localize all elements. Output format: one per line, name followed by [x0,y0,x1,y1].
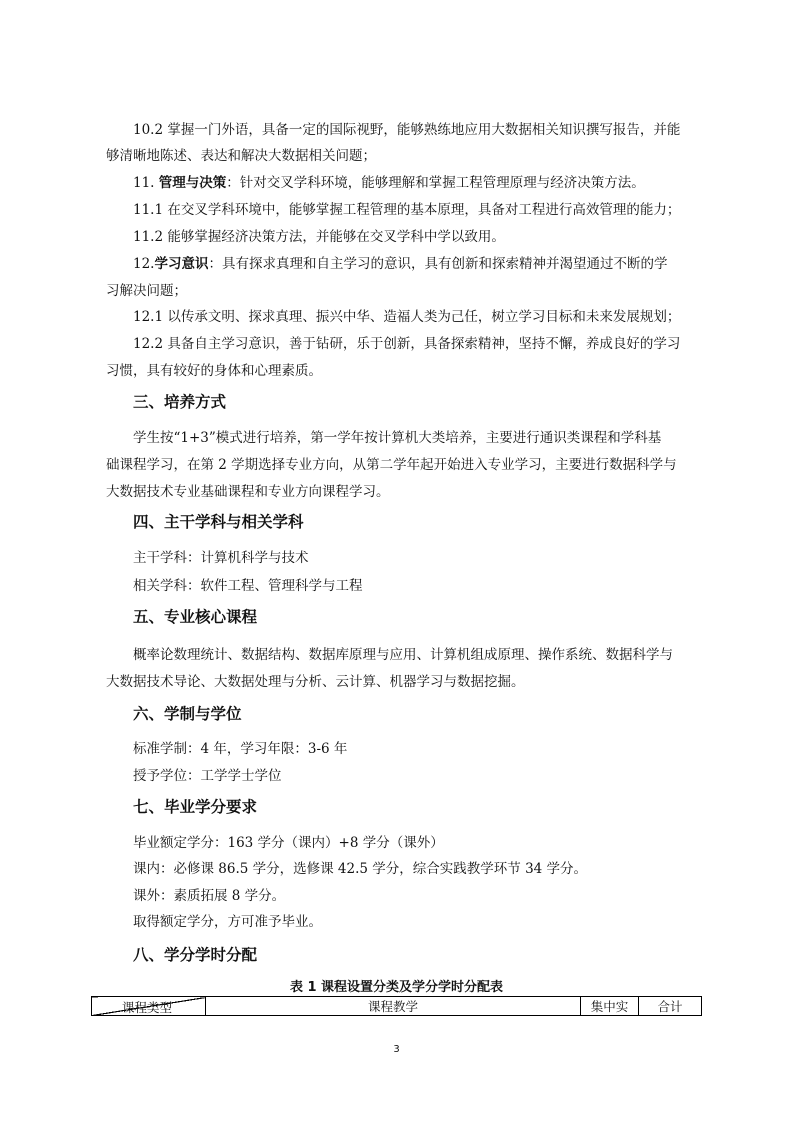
section-5-heading: 五、专业核心课程 [133,608,258,626]
req-12 [133,254,667,274]
header-course-type [92,997,206,1016]
table-caption: 表 1 课程设置分类及学分学时分配表 [289,980,504,995]
req-12-line2: 习解决问题； [106,283,187,299]
req-11-title: 管理与决策 [158,175,227,191]
req-11-2: 11.2 能够掌握经济决策方法，并能够在交叉学科中学以致用。 [133,229,505,245]
core-courses-line2: 大数据技术导论、大数据处理与分析、云计算、机器学习与数据挖掘。 [106,674,525,690]
section-3-para-line1: 学生按“1+3”模式进行培养，第一学年按计算机大类培养，主要进行通识类课程和学科基 [133,430,662,446]
req-12-number: 12. [133,256,155,272]
req-12-2-line2: 习惯，具有较好的身体和心理素质。 [106,363,322,379]
study-duration: 标准学制：4 年，学习年限：3-6 年 [133,741,348,757]
req-10-2-line2: 够清晰地陈述、表达和解决大数据相关问题； [106,148,376,164]
req-10-2-line1: 10.2 掌握一门外语，具备一定的国际视野，能够熟练地应用大数据相关知识撰写报告，并能 [133,122,681,138]
header-course-type-label: 课程类型 [122,1000,173,1015]
header-total: 合计 [639,997,702,1016]
req-12-1: 12.1 以传承文明、探求真理、振兴中华、造福人类为己任，树立学习目标和未来发展规划； [133,309,681,325]
req-12-text: ：具有探求真理和自主学习的意识，具有创新和探索精神并渴望通过不断的学 [208,256,668,272]
related-discipline: 相关学科：软件工程、管理科学与工程 [133,578,363,594]
req-11-number: 11. [133,175,159,191]
section-7-heading: 七、毕业学分要求 [133,798,258,816]
req-11-text: ：针对交叉学科环境，能够理解和掌握工程管理原理与经济决策方法。 [226,175,645,191]
section-8-heading: 八、学分学时分配 [133,946,258,964]
table-header-row [92,997,702,1016]
req-12-2-line1: 12.2 具备自主学习意识，善于钻研，乐于创新，具备探索精神，坚持不懈，养成良好的学习 [133,336,681,352]
header-course-teaching: 课程教学 [206,997,581,1016]
section-3-para-line2: 础课程学习，在第 2 学期选择专业方向，从第二学年起开始进入专业学习，主要进行数据科学与 [106,457,677,473]
section-3-heading: 三、培养方式 [133,393,227,411]
graduation-rule: 取得额定学分，方可准予毕业。 [133,914,322,930]
inclass-credits: 课内：必修课 86.5 学分，选修课 42.5 学分，综合实践教学环节 34 学分。 [133,861,588,877]
section-3-para-line3: 大数据技术专业基础课程和专业方向课程学习。 [106,484,390,500]
page-number: 3 [393,1044,400,1055]
req-12-title: 学习意识 [154,256,209,272]
req-11 [133,173,645,193]
main-discipline: 主干学科：计算机科学与技术 [133,550,309,566]
req-11-1: 11.1 在交叉学科环境中，能够掌握工程管理的基本原理，具备对工程进行高效管理的能力； [133,202,681,218]
core-courses-line1: 概率论数理统计、数据结构、数据库原理与应用、计算机组成原理、操作系统、数据科学与 [133,647,673,663]
total-credits: 毕业额定学分：163 学分（课内）+8 学分（课外） [133,835,444,851]
header-concentrated-practice: 集中实 [581,997,639,1016]
outclass-credits: 课外：素质拓展 8 学分。 [133,888,286,904]
section-6-heading: 六、学制与学位 [133,705,242,723]
section-4-heading: 四、主干学科与相关学科 [133,513,304,531]
degree-awarded: 授予学位：工学学士学位 [133,768,282,784]
credit-allocation-table [91,996,702,1016]
